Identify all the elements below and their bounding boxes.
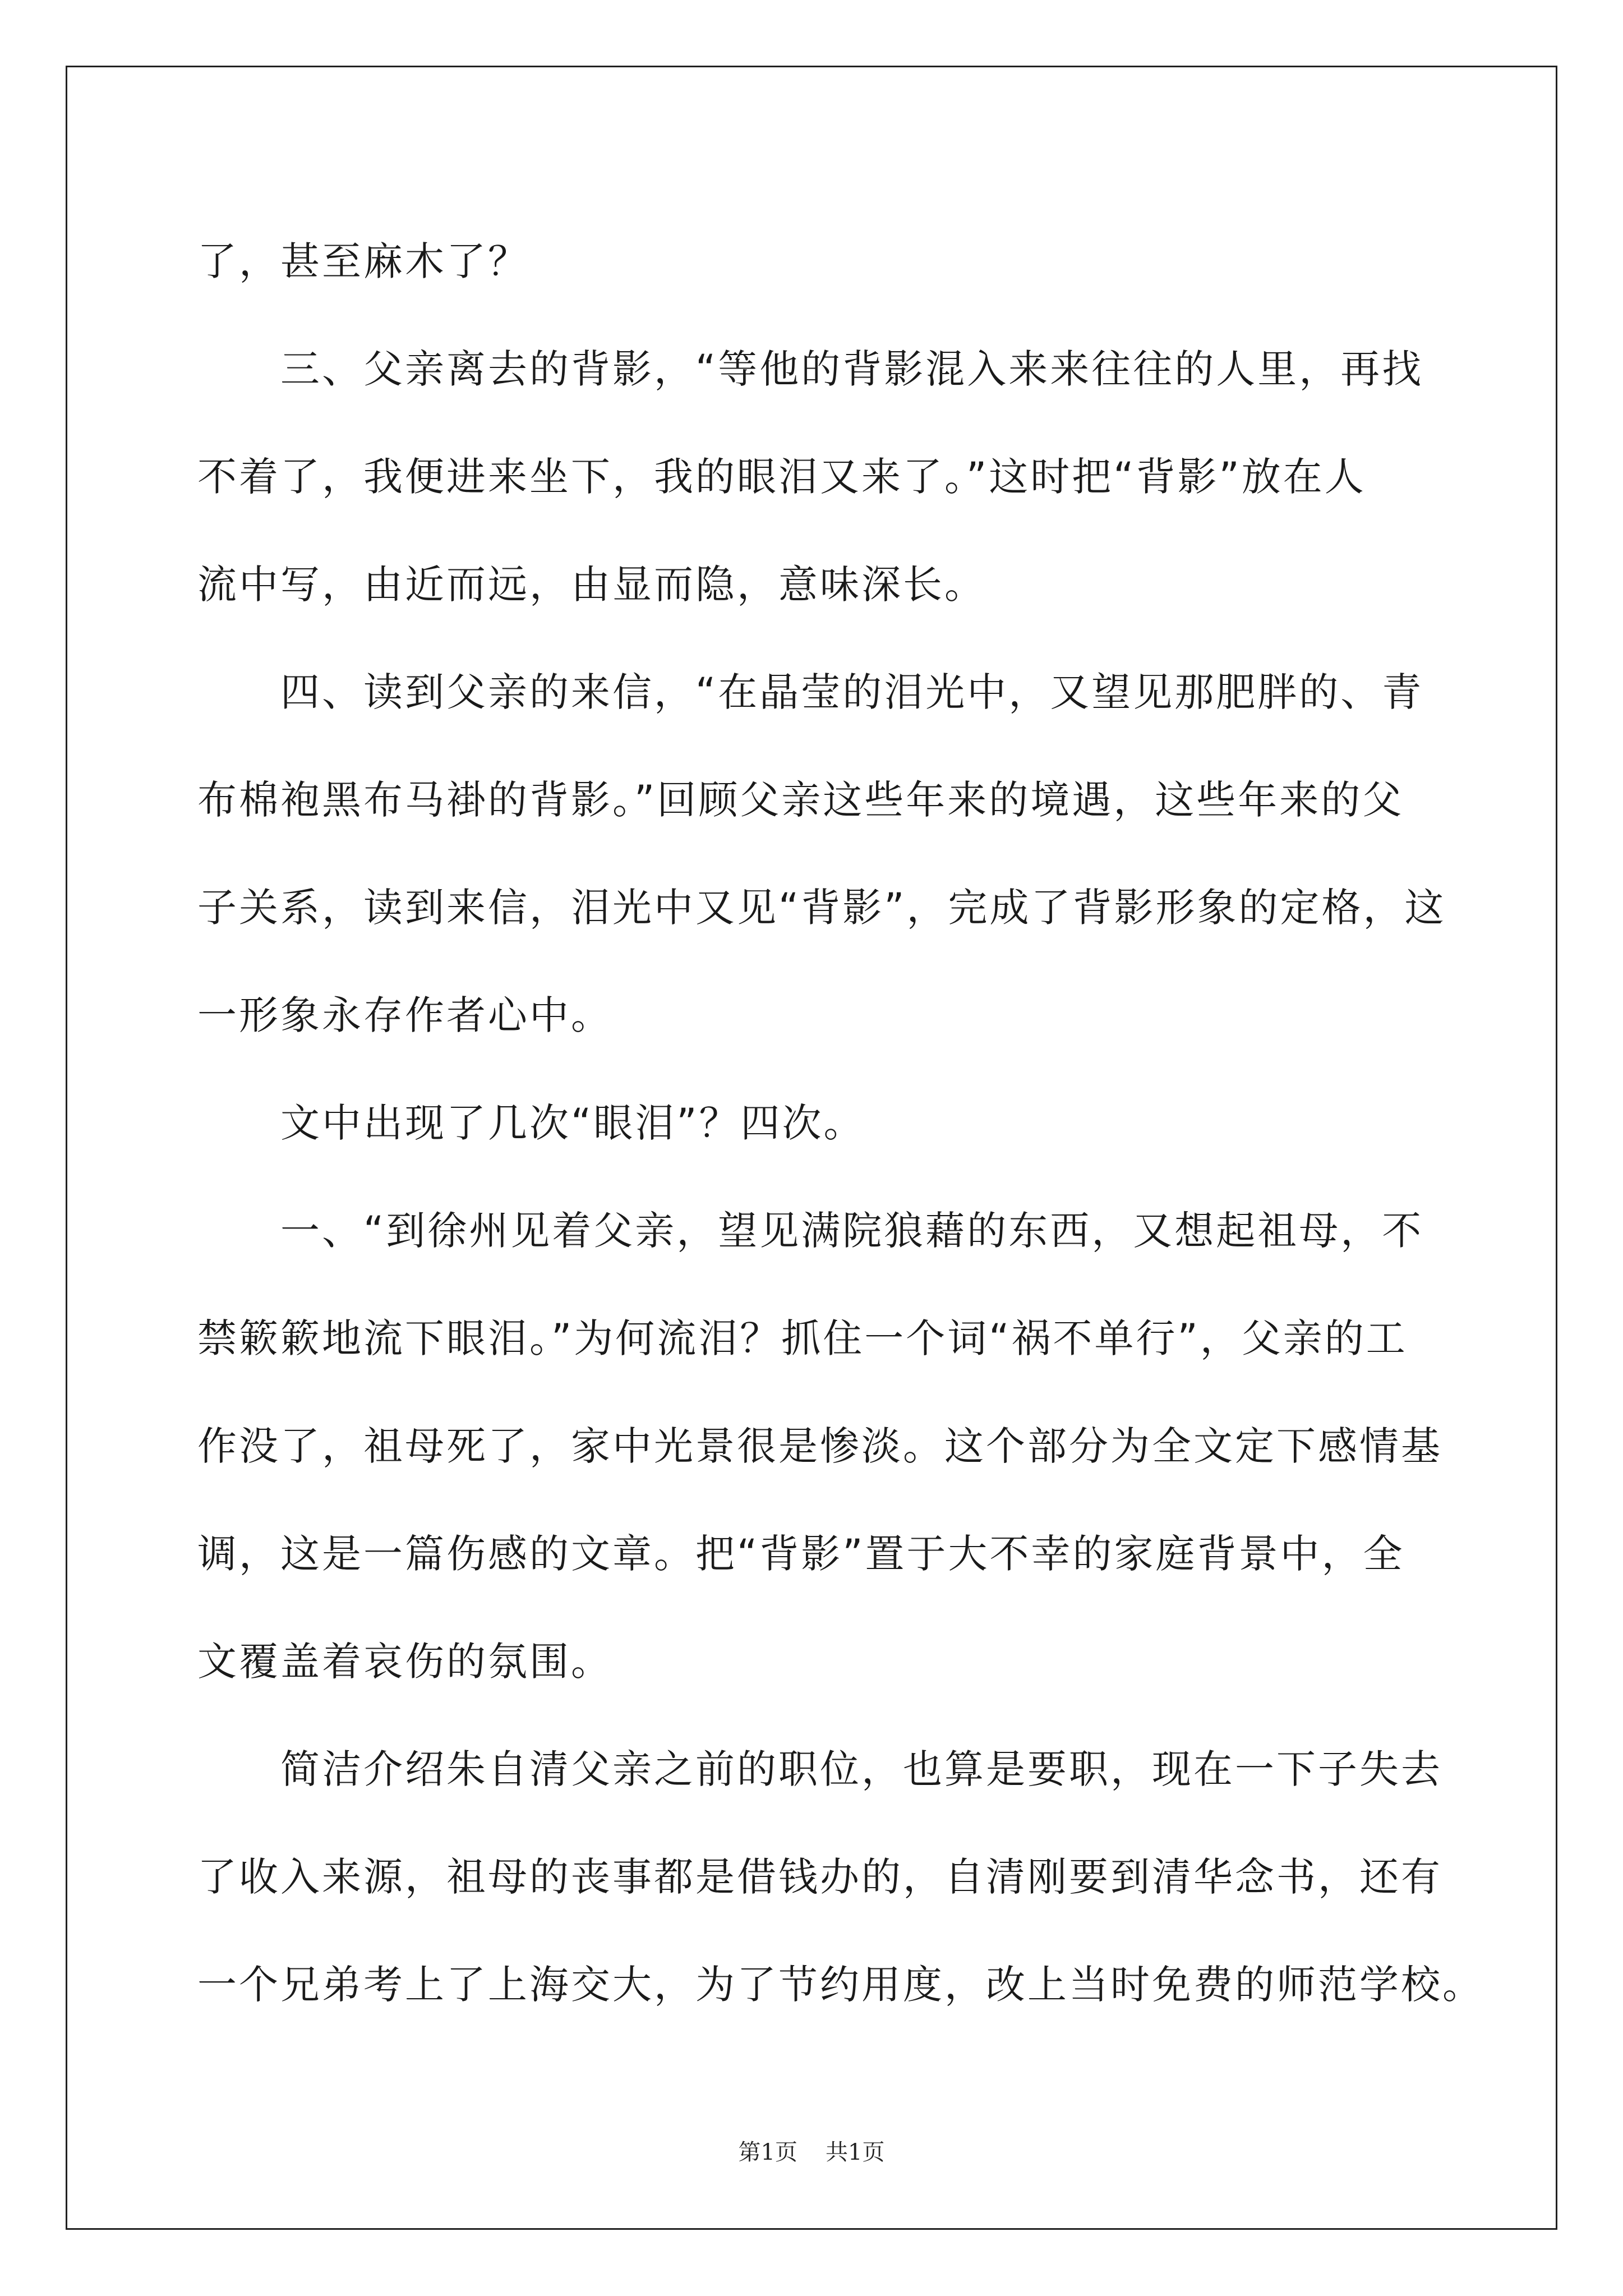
- text-line: 三、父亲离去的背影，“等他的背影混入来来往往的人里，再找: [280, 346, 1424, 392]
- text-line: 不着了，我便进来坐下，我的眼泪又来了。”这时把“背影”放在人: [197, 454, 1366, 500]
- text-line: 简洁介绍朱自清父亲之前的职位，也算是要职，现在一下子失去: [280, 1746, 1442, 1792]
- text-line: 文覆盖着哀伤的氛围。: [197, 1639, 612, 1685]
- text-line: 一形象永存作者心中。: [197, 992, 612, 1038]
- text-line: 布棉袍黑布马褂的背影。”回顾父亲这些年来的境遇，这些年来的父: [197, 777, 1404, 823]
- page-number: 第1页: [738, 2139, 797, 2165]
- text-line: 流中写，由近而远，由显而隐，意味深长。: [197, 562, 986, 608]
- page-footer: [0, 2134, 1623, 2166]
- text-line: 调，这是一篇伤感的文章。把“背影”置于大不幸的家庭背景中，全: [197, 1531, 1405, 1577]
- text-line: 一、“到徐州见着父亲，望见满院狼藉的东西，又想起祖母，不: [280, 1208, 1424, 1254]
- document-body: [197, 208, 1484, 2039]
- text-line: 一个兄弟考上了上海交大，为了节约用度，改上当时免费的师范学校。: [197, 1962, 1484, 2008]
- page-total: 共1页: [826, 2139, 885, 2165]
- text-line: 了收入来源，祖母的丧事都是借钱办的，自清刚要到清华念书，还有: [197, 1854, 1442, 1900]
- text-line: 禁簌簌地流下眼泪。”为何流泪？抓住一个词“祸不单行”，父亲的工: [197, 1315, 1408, 1361]
- text-line: 子关系，读到来信，泪光中又见“背影”，完成了背影形象的定格，这: [197, 885, 1446, 931]
- text-line: 文中出现了几次“眼泪”？四次。: [280, 1100, 865, 1146]
- text-line: 了，甚至麻木了？: [197, 238, 529, 284]
- text-line: 四、读到父亲的来信，“在晶莹的泪光中，又望见那肥胖的、青: [280, 669, 1424, 715]
- text-line: 作没了，祖母死了，家中光景很是惨淡。这个部分为全文定下感情基: [197, 1423, 1442, 1469]
